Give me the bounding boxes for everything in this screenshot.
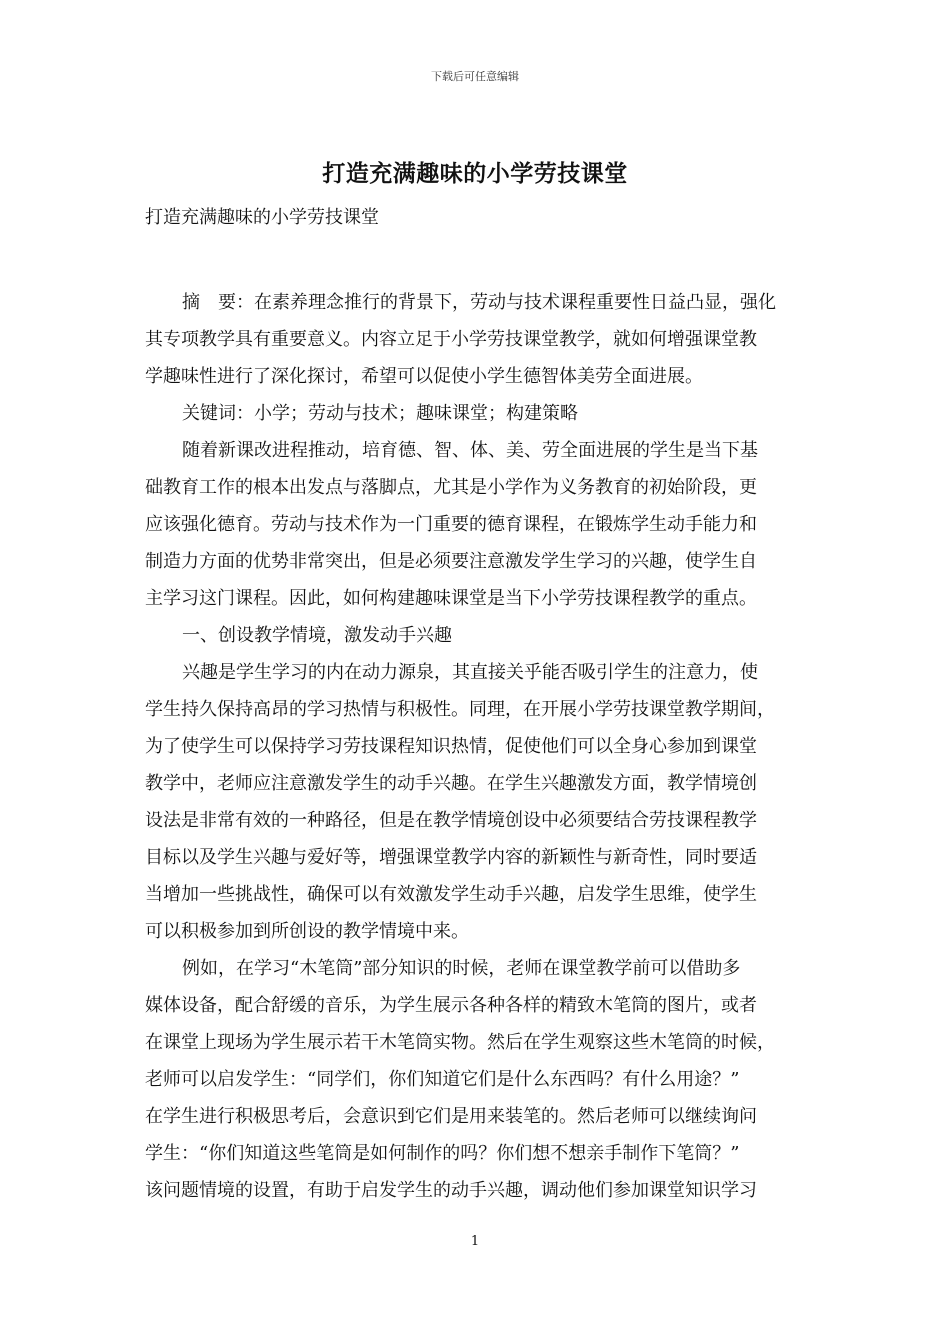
- paragraph-line: 摘 要：在素养理念推行的背景下，劳动与技术课程重要性日益凸显，强化: [182, 292, 776, 313]
- document-title: 打造充满趣味的小学劳技课堂: [322, 160, 628, 187]
- paragraph-line: 随着新课改进程推动，培育德、智、体、美、劳全面进展的学生是当下基: [182, 440, 758, 461]
- paragraph-line: 为了使学生可以保持学习劳技课程知识热情，促使他们可以全身心参加到课堂: [145, 736, 757, 757]
- spacer: [145, 236, 808, 284]
- paragraph-line: 应该强化德育。劳动与技术作为一门重要的德育课程，在锻炼学生动手能力和: [145, 514, 757, 535]
- paragraph-line: 可以积极参加到所创设的教学情境中来。: [145, 921, 469, 942]
- paragraph-line: 媒体设备，配合舒缓的音乐，为学生展示各种各样的精致木笔筒的图片，或者: [145, 995, 757, 1016]
- section1-paragraph-1: [145, 654, 808, 950]
- paragraph-line: 兴趣是学生学习的内在动力源泉，其直接关乎能否吸引学生的注意力，使: [182, 662, 758, 683]
- page-number: 1: [470, 1234, 480, 1249]
- paragraph-line: 础教育工作的根本出发点与落脚点，尤其是小学作为义务教育的初始阶段，更: [145, 477, 757, 498]
- paragraph-line: 老师可以启发学生：“同学们，你们知道它们是什么东西吗？有什么用途？”: [145, 1069, 740, 1090]
- section-heading: 一、创设教学情境，激发动手兴趣: [182, 625, 452, 646]
- paragraph-line: 设法是非常有效的一种路径，但是在教学情境创设中必须要结合劳技课程教学: [145, 810, 757, 831]
- header-note: 下载后可任意编辑: [431, 70, 519, 83]
- intro-paragraph: [145, 432, 808, 617]
- paragraph-line: 在课堂上现场为学生展示若干木笔筒实物。然后在学生观察这些木笔筒的时候，: [145, 1032, 775, 1053]
- document-subtitle: 打造充满趣味的小学劳技课堂: [145, 207, 379, 228]
- paragraph-line: 制造力方面的优势非常突出，但是必须要注意激发学生学习的兴趣，使学生自: [145, 551, 757, 572]
- paragraph-line: 主学习这门课程。因此，如何构建趣味课堂是当下小学劳技课程教学的重点。: [145, 588, 757, 609]
- paragraph-line: 目标以及学生兴趣与爱好等，增强课堂教学内容的新颖性与新奇性，同时要适: [145, 847, 757, 868]
- paragraph-line: 例如，在学习“木笔筒”部分知识的时候，老师在课堂教学前可以借助多: [182, 958, 741, 979]
- section1-paragraph-2: [145, 950, 808, 1209]
- paragraph-line: 当增加一些挑战性，确保可以有效激发学生动手兴趣，启发学生思维，使学生: [145, 884, 757, 905]
- paragraph-line: 该问题情境的设置，有助于启发学生的动手兴趣，调动他们参加课堂知识学习: [145, 1180, 757, 1201]
- paragraph-line: 学生持久保持高昂的学习热情与积极性。同理，在开展小学劳技课堂教学期间，: [145, 699, 775, 720]
- paragraph-line: 学趣味性进行了深化探讨，希望可以促使小学生德智体美劳全面进展。: [145, 366, 703, 387]
- keywords-line: 关键词：小学；劳动与技术；趣味课堂；构建策略: [182, 403, 578, 424]
- abstract-paragraph: [145, 284, 808, 395]
- document-body: [145, 199, 808, 1209]
- paragraph-line: 学生：“你们知道这些笔筒是如何制作的吗？你们想不想亲手制作下笔筒？”: [145, 1143, 740, 1164]
- paragraph-line: 教学中，老师应注意激发学生的动手兴趣。在学生兴趣激发方面，教学情境创: [145, 773, 757, 794]
- paragraph-line: 其专项教学具有重要意义。内容立足于小学劳技课堂教学，就如何增强课堂教: [145, 329, 757, 350]
- paragraph-line: 在学生进行积极思考后，会意识到它们是用来装笔的。然后老师可以继续询问: [145, 1106, 757, 1127]
